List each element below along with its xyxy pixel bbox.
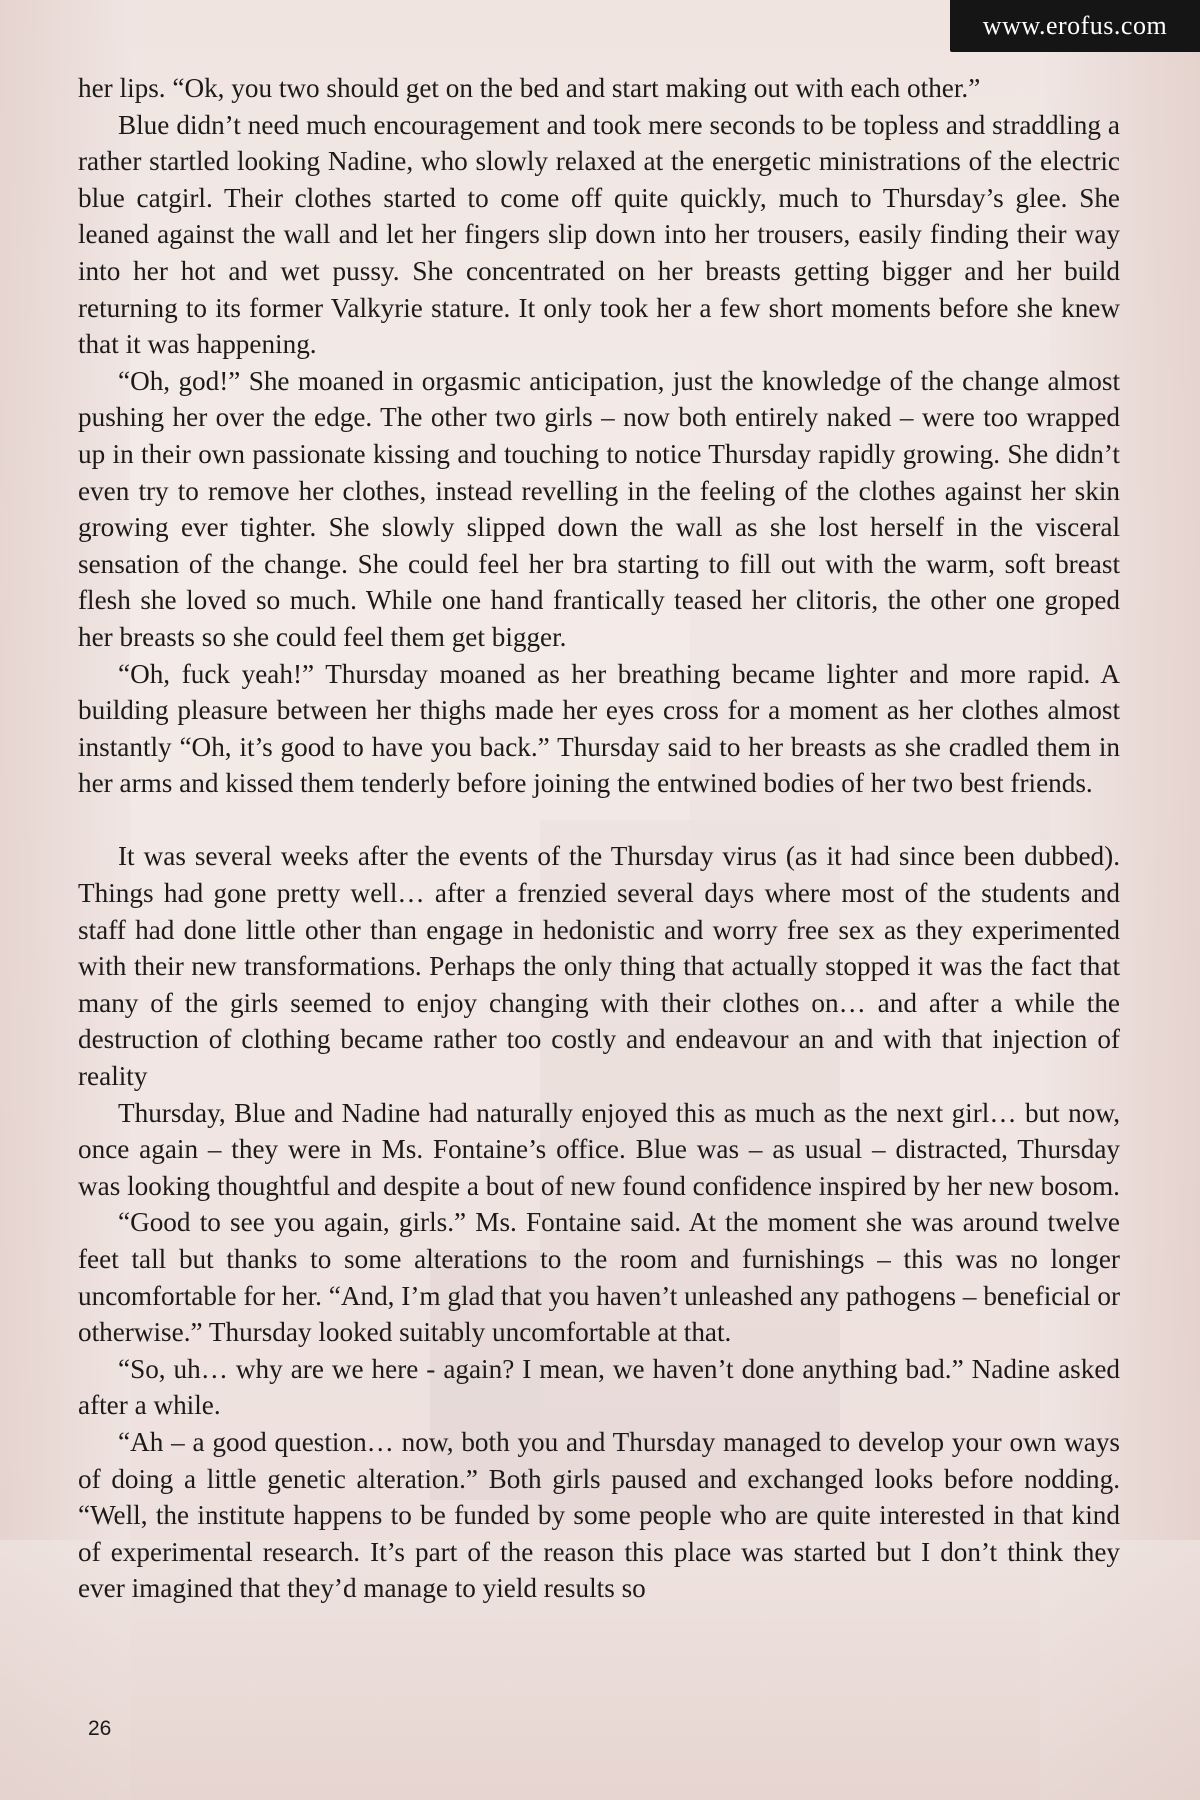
page-body — [78, 70, 1120, 1607]
paragraph: Thursday, Blue and Nadine had naturally enjoyed this as much as the next girl… but now, once again – they were in Ms. Fontaine’s office. Blue was – as usual – distracted, Thursday was looking thoughtful and despite a bout of new found confidence inspired by her new bosom. — [78, 1097, 1120, 1201]
paragraph: “Oh, god!” She moaned in orgasmic anticipation, just the knowledge of the change almost pushing her over the edge. The other two girls – now both entirely naked – were too wrapped up in their own passionate kissing and touching to notice Thursday rapidly growing. She didn’t even try to remove her clothes, instead revelling in the feeling of the clothes against her skin growing ever tighter. She slowly slipped down the wall as she lost herself in the visceral sensation of the change. She could feel her bra starting to fill out with the warm, soft breast flesh she loved so much. While one hand frantically teased her clitoris, the other one groped her breasts so she could feel them get bigger. — [78, 365, 1120, 652]
paragraph: “Ah – a good question… now, both you and Thursday managed to develop your own ways of doing a little genetic alteration.” Both girls paused and exchanged looks before nodding. “Well, the institute happens to be funded by some people who are quite interested in that kind of experimental research. It’s part of the reason this place was started but I don’t think they ever imagined that they’d manage to yield results so — [78, 1426, 1120, 1604]
paragraph: It was several weeks after the events of the Thursday virus (as it had since been dubbed). Things had gone pretty well… after a frenzied several days where most of the students and staff had done little other than engage in hedonistic and worry free sex as they experimented with their new transformations. Perhaps the only thing that actually stopped it was the fact that many of the girls seemed to enjoy changing with their clothes on… and after a while the destruction of clothing became rather too costly and endeavour an and with that injection of reality — [78, 841, 1120, 1092]
watermark: www.erofus.com — [950, 0, 1200, 52]
paragraph: “Oh, fuck yeah!” Thursday moaned as her breathing became lighter and more rapid. A building pleasure between her thighs made her eyes cross for a moment as her clothes almost instantly “Oh, it’s good to have you back.” Thursday said to her breasts as she cradled them in her arms and kissed them tenderly before joining the entwined bodies of her two best friends. — [78, 658, 1120, 799]
page-number: 26 — [88, 1717, 112, 1740]
paragraph: “Good to see you again, girls.” Ms. Fontaine said. At the moment she was around twelve feet tall but thanks to some alterations to the room and furnishings – this was no longer uncomfortable for her. “And, I’m glad that you haven’t unleashed any pathogens – beneficial or otherwise.” Thursday looked suitably uncomfortable at that. — [78, 1207, 1120, 1348]
paragraph: Blue didn’t need much encouragement and took mere seconds to be topless and straddling a rather startled looking Nadine, who slowly relaxed at the energetic ministrations of the electric blue catgirl. Their clothes started to come off quite quickly, much to Thursday’s glee. She leaned against the wall and let her fingers slip down into her trousers, easily finding their way into her hot and wet pussy. She concentrated on her breasts getting bigger and her build returning to its former Valkyrie stature. It only took her a few short moments before she knew that it was happening. — [78, 109, 1120, 360]
paragraph: “So, uh… why are we here - again? I mean, we haven’t done anything bad.” Nadine asked after a while. — [78, 1353, 1120, 1421]
paragraph: her lips. “Ok, you two should get on the bed and start making out with each other.” — [78, 73, 981, 103]
